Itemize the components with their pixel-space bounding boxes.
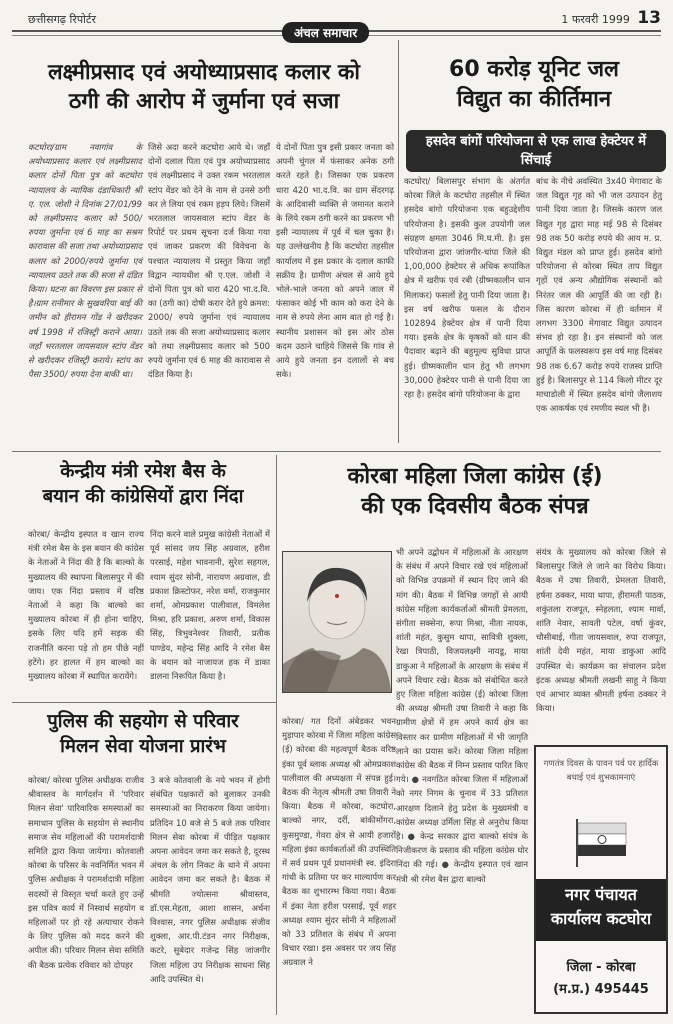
ad-greeting: गणतंत्र दिवस के पावन पर्व पर हार्दिक बधाई एवं शुभकामनाएं [543, 759, 659, 783]
article-body-mahila-col1: कोरबा/ गत दिनों अंबेडकर भवन मुड़ापार कोरबा में जिला महिला कांग्रेस (ई) कोरबा की महत्वपूर्ण बैठक वरिष्ठ इंका पूर्व ब्लाक अध्यक्ष श्री ओमप्रकाश पालीवाल की अध्यक्षता में संपन्न हुई। बैठक की नेतृत्व श्रीमती उषा तिवारी ने किया। बैठक में कोरबा, कटघोरा, बाल्को नगर, दर्री, बांकीमोंगरा, कुसमुण्डा, गेवरा क्षेत्र से आयी हजारों महिला इंका कार्यकर्ताओं की उपस्थिति में सर्व प्रथम पूर्व प्रधानमंत्री स्व. इंदिरा गांधी के प्रतिमा पर कर माल्यार्पण कर बैठक का शुभारम्भ किया गया। बैठक में इंका नेता हरीश परसाई, पूर्व शहर अध्यक्ष श्याम सुंदर सोनी ने महिलाओं को 33 प्रतिशत के संबंध में अपना विचार रखा। इस अवसर पर जय सिंह अग्रवाल ने [282, 716, 396, 968]
paper-name: छत्तीसगढ़ रिपोर्टर [28, 13, 96, 26]
ad-organization [536, 879, 666, 941]
headline-line: 60 करोड़ यूनिट जल [449, 57, 619, 82]
section-divider [12, 702, 276, 703]
article-headline-kalar [14, 58, 394, 116]
article-headline-mahila [282, 462, 668, 521]
article-headline-bais [14, 460, 272, 510]
column-divider [398, 40, 399, 443]
article-body-police-col2: 3 बजे कोतवाली के नये भवन में होगी संबंधित पक्षकारों को बुलाकर उनकी समस्याओं का निराकरण किया जायेगा। प्रतिदिन 10 बजे से 5 बजे तक परिवार मिलन सेवा कोरबा में पीड़ित पक्षकार अपना आवेदन जमा कर सकते है, दूरस्थ अंचल के लोग निकट के थाने में अपना आवेदन जमा कर सकते है। बैठक में श्रीमति ज्योत्सना श्रीवास्तव, डॉ.एस.मेहता, आशा शासन, अर्चना विश्वास, नगर पुलिस अधीक्षक संजीव शुक्ला, आर.पी.टंडन नगर निरीक्षक, कटरे, सुबेदार गजेन्द्र सिंह जांजगीर जिला महिला उप निरीक्षक साधना सिंह आदि उपस्थित थे। [150, 775, 270, 984]
ad-org-line: नगर पंचायत [565, 885, 637, 904]
article-subhead-hasdeo: हसदेव बांगों परियोजना से एक लाख हेक्टेयर में सिंचाई [406, 130, 666, 172]
headline-line: मिलन सेवा योजना प्रारंभ [60, 735, 226, 757]
article-body-police-col1: कोरबा/ कोरबा पुलिस अधीक्षक राजीव श्रीवास्तव के मार्गदर्शन में 'परिवार मिलन सेवा' पारिवारिक समस्याओं का समाधान पुलिस के सहयोग से स्थानीय समाज सेव महिलाओं की परामर्शदात्री समिति द्वारा किया जायेगा। कोतवाली कोरबा के परिसर के नवनिर्मित भवन में पुलिस अधीक्षक ने परामर्शदात्री महिला सदस्यों से विस्तृत चर्चा करते हुए उन्हें इस पवित्र कार्य में निस्वार्थ सहयोग व महिलाओं पर हो रहे अत्याचार रोकने के लिए पुलिस को मदद करने की अपील की। परिवार मिलन सेवा समिति की बैठक प्रत्येक रविवार को दोपहर [28, 775, 144, 970]
article-headline-hasdeo [404, 55, 664, 114]
article-body-kalar-col1: कटघोरा/ग्राम नवागांव के अयोध्याप्रसाद कलार एवं लक्ष्मीप्रसाद कलार दोनों पिता पुत्र को कटघोरा न्यायालय के न्यायिक दंडाधिकारी श्री ए. एल. जोशी ने दिनांक 27/01/99 को लक्ष्मीप्रसाद कलार को 500/ रुपया जुर्माना एवं 6 माह का सश्रम कारावास की सजा तथा अयोध्याप्रसाद कलार को 2000/रुपये जुर्माना एवं न्यायालय उठते तक की सजा से दंडित किया। घटना का विवरण इस प्रकार से है।ग्राम रानीमार के सुखवरिया बाई की जमीन को हीरामन गोंड ने खरीदकर वर्ष 1998 में रजिस्ट्री कराने आया। जहाँ भरतलाल जायसवाल स्टांप वेंडर से खरीदकर रजिस्ट्री कराये। स्टांप का पैसा 3500/ रुपया देना बाकी था। [28, 142, 142, 380]
article-body-bais-col2: निंदा करने वाले प्रमुख कांग्रेसी नेताओं में पूर्व सांसद जय सिंह अग्रवाल, हरीश परसाई, महेश भावनानी, सुरेश सहगल, श्याम सुंदर सोनी, नारायण अग्रवाल, डी प्रकाश क्रिस्टोफर, नरेश वर्मा, राजकुमार शर्मा, ओमप्रकाश पालीवाल, विमलेश मिश्रा, हरि प्रकाश, अरुण शर्मा, विकास सिंह, त्रिभुवनेश्वर तिवारी, प्रतीक पाण्डेय, महेन्द्र सिंह आदि ने रमेश बैस के बयान को नाजायज हक में डाका डालना निरूपित किया है। [150, 529, 270, 682]
article-body-mahila-col3: संयंत्र के मुख्यालय को कोरबा जिले से बिलासपुर जिले ले जाने का विरोध किया। बैठक में उषा तिवारी, प्रेमलता तिवारी, हर्षना ठक्कर, माया थापा, हीरामती पाठक, शकुंतला राजपूत, स्नेहलता, श्याम मार्वा, शांति नेवार, सावती पटेल, वर्षा कुंवर, चौसीबाई, गीता जायसवाल, रुपा राजपूत, शांती देवी महंत, माया डाकुआ आदि उपस्थित थे। कार्यक्रम का संचालन प्रदेश इंटक अध्यक्ष श्रीमती लखनी साहू ने किया एवं आभार व्यक्त श्रीमती हर्षना ठक्कर ने किया। [536, 547, 666, 714]
issue-info [561, 8, 661, 28]
article-body-kalar-col3: ये दोनों पिता पुत्र इसी प्रकार जनता को अपनी चुंगल में फंसाकर अनेक ठगी करते रहते है। जिसका एक प्रकरण धारा 420 भा.द.वि. का ग्राम सेंदरगढ़ के आदिवासी व्यक्ति से जमानत कराने के लिये रकम ठगी करने का प्रकरण भी इसी न्यायालय में पूर्व में चल चुका है। यह उल्लेखनीय है कि कटघोरा तहसील कार्यालय में इस प्रकार के दलाल काफी सक्रीय है। ग्रामीण अंचल से आये हुये भोले-भाले जनता को अपने जाल में फंसाकर कोई भी काम को करा देने के नाम से रुपये लेना आम बात हो गई है। स्थानीय प्रशासन को इस ओर ठोस कदम उठाने चाहिये जिससे कि गांव से आये हुये जनता इन दलालों से बच सके। [276, 142, 394, 380]
article-body-bais-col1: कोरबा/ केन्द्रीय इस्पात व खान राज्य मंत्री रमेश बैस के इस बयान की कांग्रेस के नेताओं ने निंदा की है कि बाल्को के मुख्यालय की स्थापना बिलासपुर में की जाय। एक निंदा प्रस्ताव में वरिष्ठ नेताओं ने कहा कि बाल्को का मुख्यालय कोरबा में ही होना चाहिए, इसके लिए यदि हमें सड़क की राजनीति करना पड़े तो हम पीछे नहीं हटेंगे। हर हालत में हम बाल्को का मुख्यालय कोरबा में स्थापित करायेंगे। [28, 529, 144, 682]
headline-line: पुलिस की सहयोग से परिवार [47, 711, 239, 732]
headline-line: लक्ष्मीप्रसाद एवं अयोध्याप्रसाद कलार को [48, 60, 360, 85]
page-number: 13 [637, 8, 661, 28]
article-headline-police [14, 710, 272, 760]
advertisement-box [534, 745, 668, 1014]
headline-line: केन्द्रीय मंत्री रमेश बैस के [60, 461, 226, 482]
ad-district: जिला - कोरबा [566, 960, 636, 975]
ad-state-pin: (म.प्र.) 495445 [553, 982, 649, 997]
ad-org-line: कार्यालय कटघोरा [550, 909, 652, 928]
portrait-photo [282, 551, 392, 693]
headline-line: बयान की कांग्रेसियों द्वारा निंदा [42, 485, 244, 507]
indian-flag-icon [574, 817, 630, 867]
headline-line: की एक दिवसीय बैठक संपन्न [361, 493, 589, 519]
article-body-hasdeo-col1: कटघोरा/ बिलासपुर संभाग के अंतर्गत कोरबा जिले के कटघोरा तहसील में स्थित हसदेव बांगो परियोजना एक बहुउद्देशीय परियोजना है। इसकी कुल उपयोगी जल संग्रहण क्षमता 3046 मि.घ.मी. है। इस परियोजना द्वारा जांजगीर-चांपा जिले की 1,00,000 हेक्टेयर से अधिक रूपांकित क्षेत्र में खरीफ एवं रबी (ग्रीष्मकालीन धान मिलाकर) फसलों हेतु पानी दिया जाता है। इस वर्ष खरीफ फसल के दौरान 102894 हेक्टेयर क्षेत्र में पानी दिया गया। इसके क्षेत्र के कृषकों को धान की पैदावार बढ़ाने की बहुमूल्य सुविधा प्राप्त हुई। ग्रीष्मकालीन धान हेतु भी लगभग 30,000 हेक्टेयर पानी से पानी दिया जा रहा है। हसदेव बांगो परियोजना के द्वारा [404, 176, 530, 400]
column-divider [276, 455, 277, 1015]
headline-line: कोरबा महिला जिला कांग्रेस (ई) [347, 464, 603, 489]
article-body-kalar-col2: जिसे अदा करने कटघोरा आये थे। जहाँ दोनों दलाल पिता एवं पुत्र अयोध्याप्रसाद एवं लक्ष्मीप्रसाद ने उक्त रकम भरतलाल स्टांप वेंडर को देने के नाम से उनसे ठगी कर ले लिया एवं रकम हड़प लिये। जिसमें भरतलाल जायसवाल स्टांप वेंडर के रिपोर्ट पर प्रथम सूचना दर्ज किया गया एवं जाकर प्रकरण की विवेचना के पश्चात न्यायालय में प्रस्तुत किया जहाँ विद्वान न्यायधीश श्री ए.एल. जोशी ने दोनों पिता पुत्र को धारा 420 भा.द.वि. का (ठगी का) दोषी करार देते हुये क्रमश: 2000/ रुपये जुर्माना एवं न्यायालय उठते तक की सजा अयोध्याप्रसाद कलार को तथा लक्ष्मीप्रसाद कलार को 500 रुपये जुर्माना एवं 6 माह की कारावास से दंडित किया है। [148, 142, 270, 380]
headline-line: ठगी की आरोप में जुर्माना एवं सजा [68, 89, 340, 115]
headline-line: विद्युत का कीर्तिमान [456, 86, 612, 112]
issue-date: 1 फरवरी 1999 [561, 13, 630, 26]
article-body-mahila-col2-top: भी अपने उद्बोधन में महिलाओं के आरक्षण के संबंध में अपने विचार रखे एवं महिलाओं को विभिन्न उपक्रमों में स्थान दिए जाने की मांग की। बैठक में विभिन्न जगहों से आयी कांग्रेस महिला कार्यकर्ताओं श्रीमती प्रेमलता, संगीता सक्सेना, रूपा मिश्रा, नीता नायक, शांती महंत, कुसुम थापा, सावित्री शुक्ला, रेखा त्रिपाठी, विजयलक्ष्मी नायडू, माया डाकुआ ने महिलाओं के आरक्षण के संबंध में अपने विचार रखे। बैठक को संबोधित करते हुए जिला महिला कांग्रेस (ई) कोरबा जिला की अध्यक्ष श्रीमती उषा तिवारी ने कहा कि ग्रामीण क्षेत्रों में हम अपने कार्य क्षेत्र का विस्तार कर ग्रामीण महिलाओं में भी जागृति लाने का प्रयास करें। कोरबा जिला महिला कांग्रेस की बैठक में निम्न प्रस्ताव पारित किए गये। ● नवगठित कोरबा जिला में महिलाओं को नगर निगम के चुनाव में 33 प्रतिशत आरक्षण दिलाने हेतु प्रदेश के मुख्यमंत्री व कांग्रेस अध्यक्ष उर्मिला सिंह से अनुरोध किया है। ● केन्द्र सरकार द्वारा बाल्को संयंत्र के निजीकरण के प्रस्ताव की महिला कांग्रेस घोर निंदा की गई। ● केन्द्रीय इस्पात एवं खान मंत्री श्री रमेश बैस द्वारा बाल्को [396, 547, 528, 884]
portrait-image-icon [283, 552, 391, 692]
section-divider [12, 451, 661, 452]
article-body-hasdeo-col2: बांध के नीचे अवस्थित 3x40 मेगावाट के जल विद्युत गृह को भी जल उत्पादन हेतु पानी दिया जाता है। जिसके कारण जल विद्युत गृह द्वारा माह मई 98 से दिसंबर 98 तक 50 करोड़ रुपये की आय म. प्र. विद्युत मंडल को प्राप्त हुई। हसदेव बांगो परियोजना से कोरबा स्थित ताप विद्युत गृहों एवं अन्य औद्योगिक संस्थानों को निरंतर जल की आपूर्ति की जा रही है। जिस कारण कोरबा में ही वर्तमान में लगभग 3300 मेगावाट विद्युत उत्पादन संभव हो रहा है। इन संस्थानों को जल आपूर्ति के फलस्वरूप इस वर्ष माह दिसंबर 98 तक 6.67 करोड़ रुपये राजस्व प्राप्ति हुई है। बिलासपुर से 114 किलो मीटर दूर माचाडोली में स्थित हसदेव बांगो जैलाशय एक आकर्षक एवं रमणीय स्थल भी है। [536, 176, 662, 414]
section-badge: अंचल समाचार [282, 22, 369, 43]
